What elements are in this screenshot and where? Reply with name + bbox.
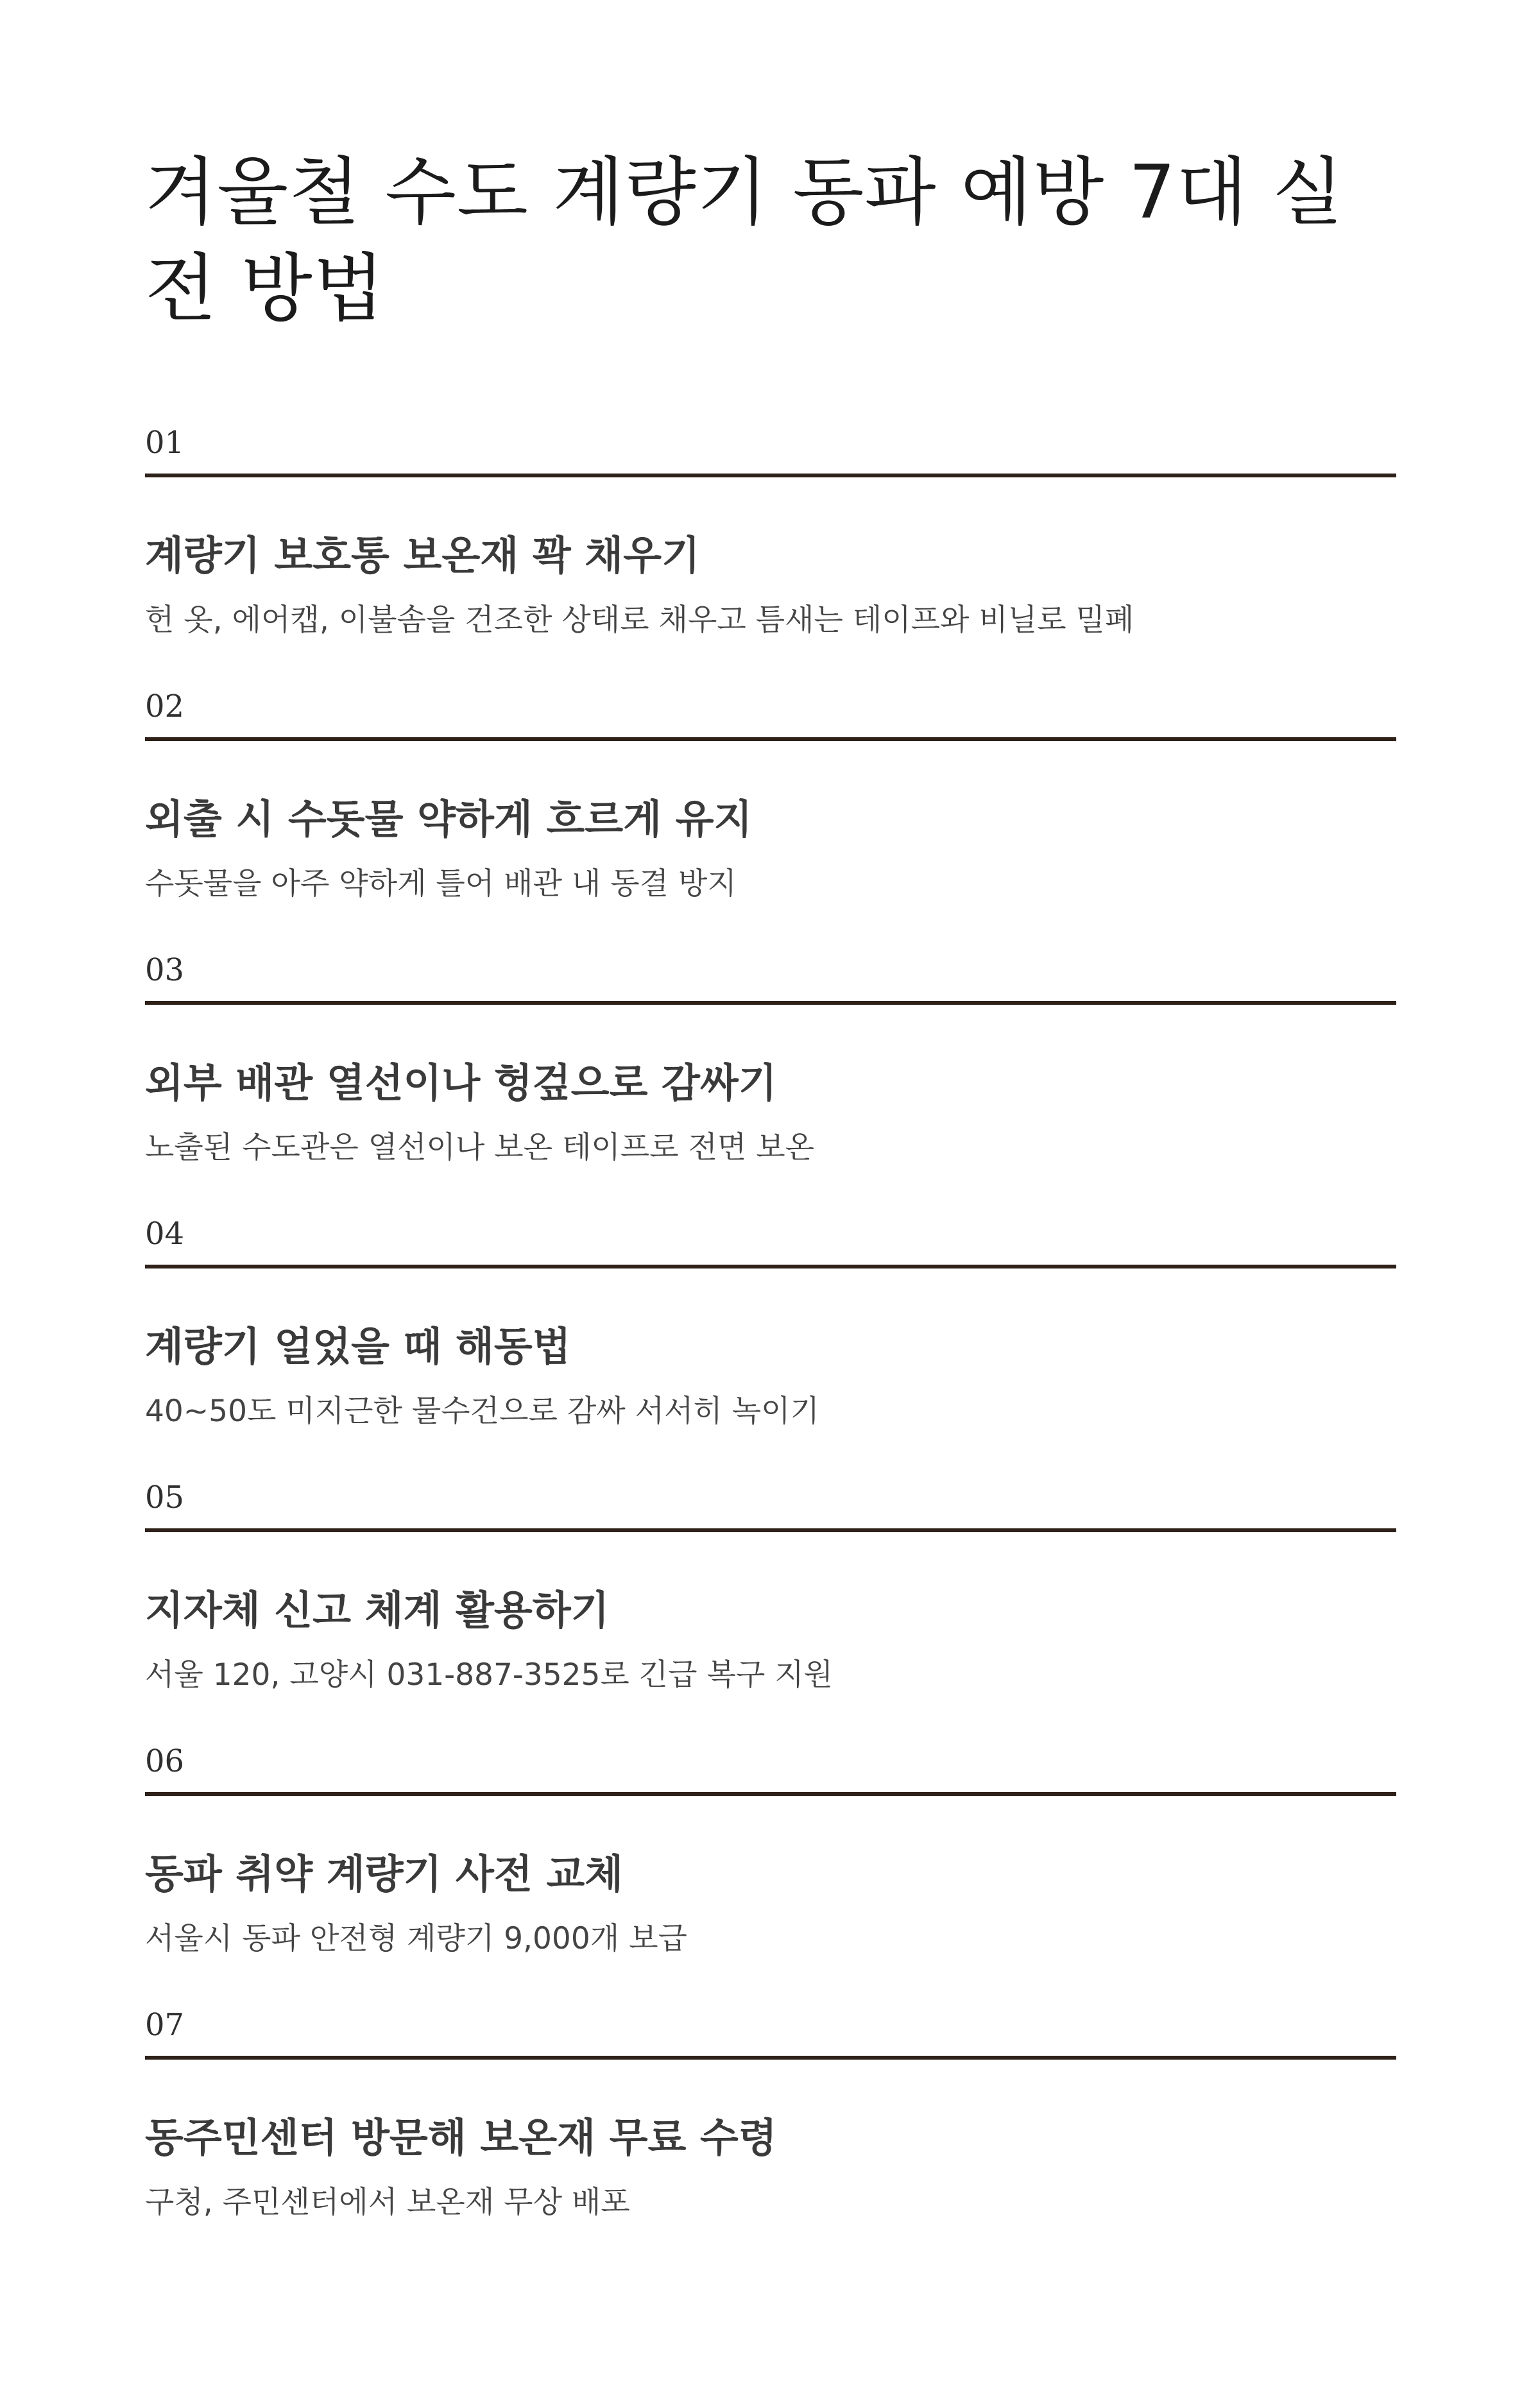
tip-heading: 외부 배관 열선이나 헝겊으로 감싸기 bbox=[145, 1059, 777, 1107]
tip-heading: 지자체 신고 체계 활용하기 bbox=[145, 1587, 610, 1634]
tip-heading: 외출 시 수돗물 약하게 흐르게 유지 bbox=[145, 796, 753, 843]
tip-divider bbox=[145, 1001, 1396, 1005]
tip-heading: 계량기 보호통 보온재 꽉 채우기 bbox=[145, 532, 700, 579]
tip-description: 40~50도 미지근한 물수건으로 감싸 서서히 녹이기 bbox=[145, 1394, 819, 1429]
tip-item-05 bbox=[145, 1472, 1396, 1736]
tip-number: 06 bbox=[145, 1743, 185, 1779]
tip-divider bbox=[145, 1792, 1396, 1796]
tip-item-04 bbox=[145, 1208, 1396, 1472]
tip-number: 03 bbox=[145, 952, 185, 988]
tip-description: 서울시 동파 안전형 계량기 9,000개 보급 bbox=[145, 1921, 687, 1956]
tip-item-01 bbox=[145, 417, 1396, 681]
tip-item-02 bbox=[145, 681, 1396, 944]
tip-number: 07 bbox=[145, 2007, 185, 2043]
tip-item-06 bbox=[145, 1736, 1396, 1999]
tip-description: 구청, 주민센터에서 보온재 무상 배포 bbox=[145, 2185, 630, 2220]
tip-heading: 계량기 얼었을 때 해동법 bbox=[145, 1323, 571, 1371]
tip-item-03 bbox=[145, 944, 1396, 1208]
tip-number: 05 bbox=[145, 1480, 185, 1516]
tip-divider bbox=[145, 2056, 1396, 2060]
page-title: 겨울철 수도 계량기 동파 예방 7대 실전 방법 bbox=[145, 149, 1344, 332]
tip-number: 02 bbox=[145, 688, 185, 724]
tip-number: 01 bbox=[145, 425, 185, 461]
tip-number: 04 bbox=[145, 1216, 185, 1252]
tip-divider bbox=[145, 737, 1396, 741]
tip-description: 서울 120, 고양시 031-887-3525로 긴급 복구 지원 bbox=[145, 1657, 834, 1693]
tips-list bbox=[145, 417, 1396, 2263]
tip-description: 노출된 수도관은 열선이나 보온 테이프로 전면 보온 bbox=[145, 1130, 815, 1165]
tip-divider bbox=[145, 474, 1396, 477]
tip-item-07 bbox=[145, 1999, 1396, 2263]
tip-description: 헌 옷, 에어캡, 이불솜을 건조한 상태로 채우고 틈새는 테이프와 비닐로 밀폐 bbox=[145, 602, 1134, 638]
tip-divider bbox=[145, 1265, 1396, 1268]
tip-heading: 동주민센터 방문해 보온재 무료 수령 bbox=[145, 2114, 777, 2162]
tip-heading: 동파 취약 계량기 사전 교체 bbox=[145, 1850, 624, 1898]
tip-divider bbox=[145, 1528, 1396, 1532]
tip-description: 수돗물을 아주 약하게 틀어 배관 내 동결 방지 bbox=[145, 866, 737, 901]
